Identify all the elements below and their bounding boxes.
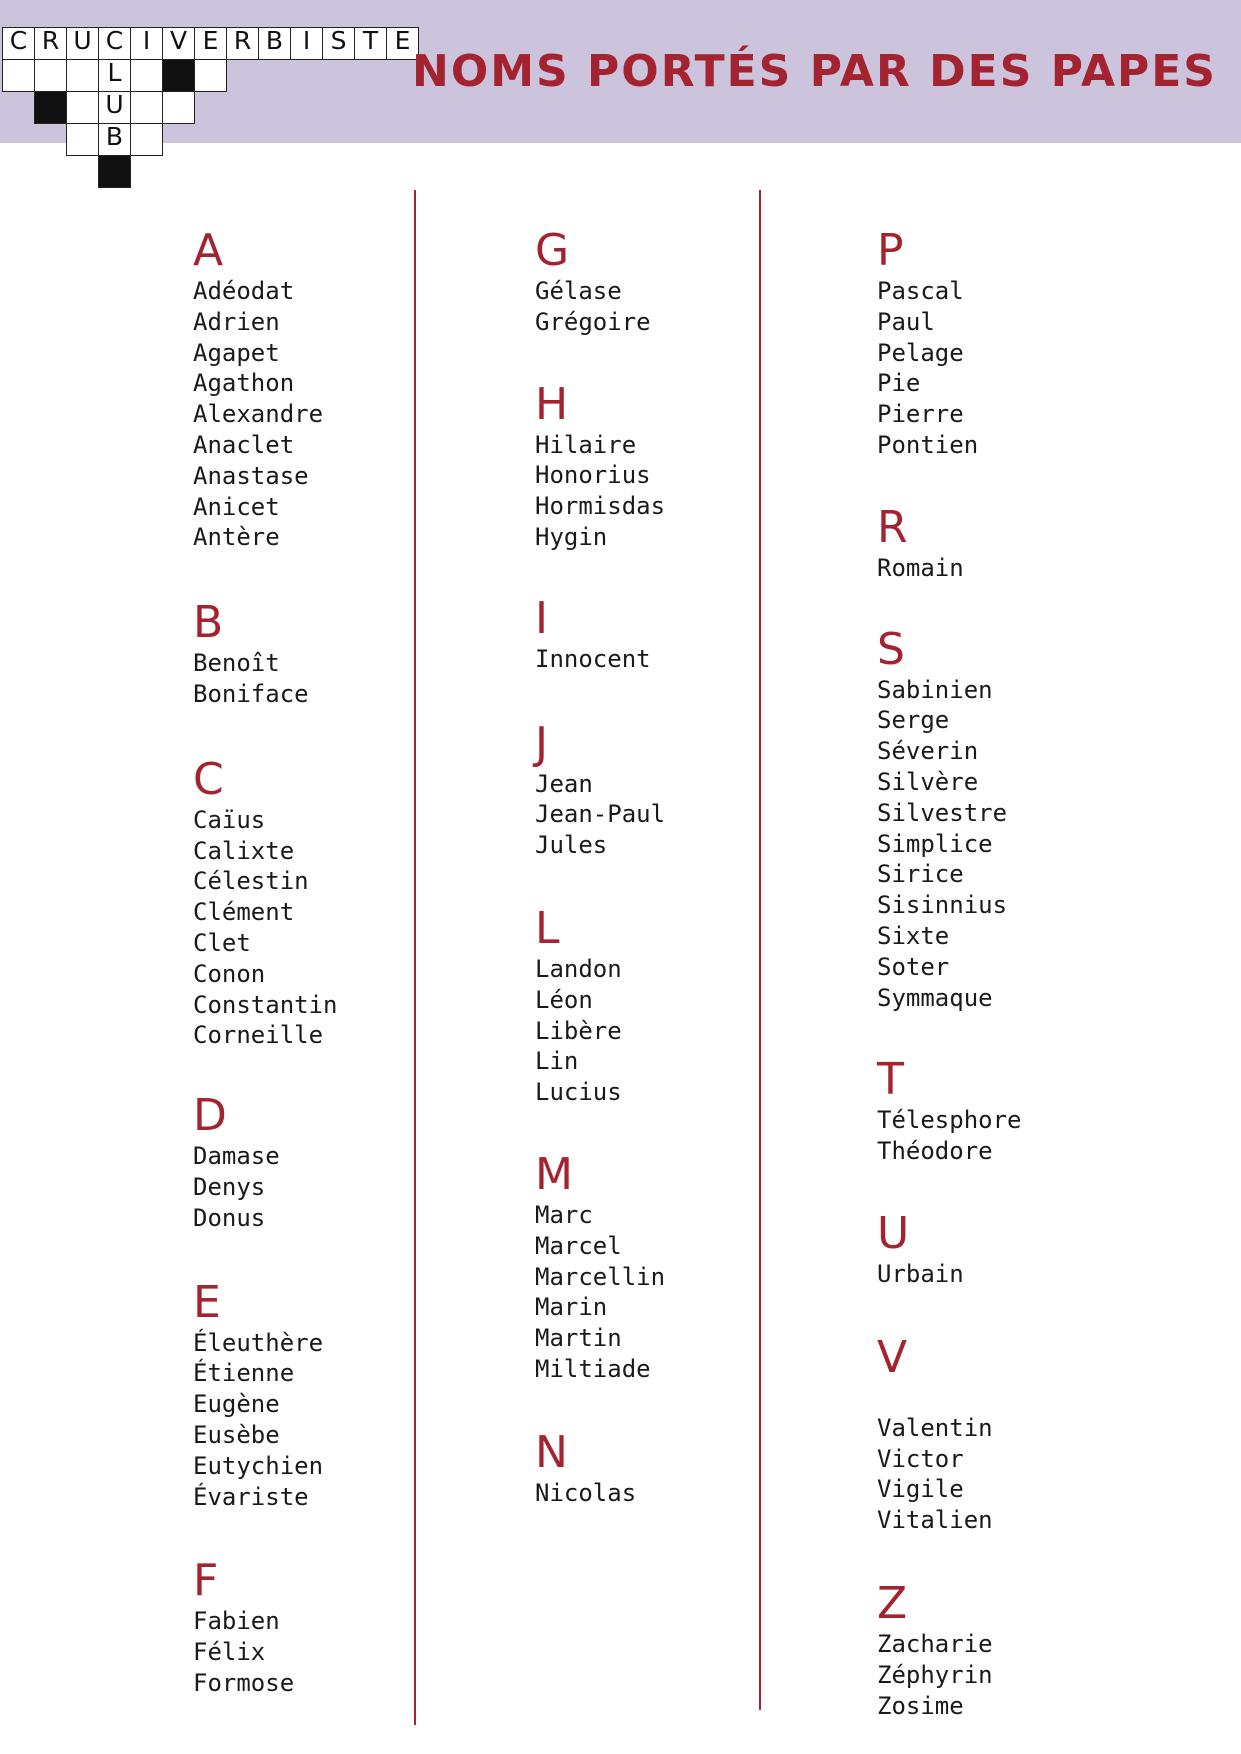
section-i [535, 594, 665, 675]
pope-name: Clet [193, 928, 251, 957]
logo-letter-cell: C [2, 27, 35, 60]
section-letter: C [193, 753, 224, 805]
logo-letter-cell: T [354, 27, 387, 60]
pope-name: Constantin [193, 990, 338, 1019]
section-g [535, 226, 665, 338]
pope-name: Célestin [193, 867, 309, 896]
section-c [193, 755, 338, 1051]
section-letter: M [535, 1148, 573, 1200]
logo-cell [2, 59, 35, 92]
pope-name: Miltiade [535, 1354, 651, 1383]
names-list [535, 644, 665, 675]
names-list [535, 954, 665, 1108]
section-letter: L [535, 902, 560, 954]
names-list [877, 1105, 1022, 1167]
pope-name: Anastase [193, 461, 309, 490]
names-list [193, 1606, 338, 1698]
pope-name: Honorius [535, 461, 651, 490]
section-letter: U [877, 1207, 910, 1259]
pope-name: Serge [877, 706, 950, 735]
logo-letter-cell: R [226, 27, 259, 60]
pope-name: Donus [193, 1203, 266, 1232]
pope-name: Conon [193, 959, 266, 988]
pope-name: Marin [535, 1293, 608, 1322]
pope-name: Fabien [193, 1607, 280, 1636]
section-letter: H [535, 378, 569, 430]
pope-name: Zéphyrin [877, 1660, 993, 1689]
names-list [535, 1478, 665, 1509]
section-s [877, 625, 1022, 1014]
names-list [535, 769, 665, 861]
pope-name: Valentin [877, 1413, 993, 1442]
names-list [193, 1328, 338, 1513]
pope-name: Jean-Paul [535, 800, 666, 829]
page-title: NOMS PORTÉS PAR DES PAPES [412, 46, 1217, 97]
pope-name: Victor [877, 1444, 964, 1473]
pope-name: Martin [535, 1324, 622, 1353]
section-a [193, 226, 338, 553]
section-letter: B [193, 597, 224, 649]
section-r [877, 503, 1022, 584]
logo-letter-cell: L [98, 59, 131, 92]
logo-cell [130, 123, 163, 156]
pope-name: Landon [535, 954, 622, 983]
logo-cell [194, 59, 227, 92]
logo-cell [162, 91, 195, 124]
pope-name: Boniface [193, 679, 309, 708]
logo-letter-cell: I [130, 27, 163, 60]
names-column [877, 226, 1022, 1721]
pope-name: Marcellin [535, 1262, 666, 1291]
logo-cell [66, 59, 99, 92]
logo-letter-cell: C [98, 27, 131, 60]
pope-name: Zacharie [877, 1629, 993, 1658]
pope-name: Innocent [535, 644, 651, 673]
names-list [535, 276, 665, 338]
section-letter: E [193, 1276, 221, 1328]
column-divider [759, 190, 761, 1710]
pope-name: Jules [535, 831, 608, 860]
pope-name: Adéodat [193, 277, 295, 305]
names-column [535, 226, 665, 1509]
names-list [535, 430, 665, 553]
names-list [877, 1629, 1022, 1721]
names-list [877, 276, 1022, 461]
pope-name: Lucius [535, 1078, 622, 1107]
pope-name: Denys [193, 1172, 266, 1201]
pope-name: Hygin [535, 522, 608, 551]
section-p [877, 226, 1022, 461]
section-m [535, 1150, 665, 1385]
logo-black-cell [162, 59, 195, 92]
pope-name: Gélase [535, 277, 622, 305]
names-list [193, 648, 338, 710]
pope-name: Nicolas [535, 1478, 637, 1507]
logo-cell [34, 59, 67, 92]
pope-name: Sirice [877, 860, 964, 889]
pope-name: Jean [535, 769, 593, 798]
names-list [877, 1259, 1022, 1290]
pope-name: Lin [535, 1047, 579, 1076]
pope-name: Sisinnius [877, 891, 1008, 920]
pope-name: Eutychien [193, 1451, 324, 1480]
section-n [535, 1428, 665, 1509]
pope-name: Agapet [193, 338, 280, 367]
pope-name: Eusèbe [193, 1420, 280, 1449]
section-j [535, 719, 665, 861]
pope-name: Simplice [877, 829, 993, 858]
pope-name: Sixte [877, 921, 950, 950]
pope-name: Anicet [193, 492, 280, 521]
pope-name: Antère [193, 523, 280, 552]
pope-name: Pelage [877, 338, 964, 367]
pope-name: Pascal [877, 277, 964, 305]
section-l [535, 904, 665, 1108]
logo-letter-cell: B [258, 27, 291, 60]
logo-cell [66, 123, 99, 156]
pope-name: Clément [193, 898, 295, 927]
pope-name: Grégoire [535, 307, 651, 336]
pope-name: Agathon [193, 369, 295, 398]
pope-name: Soter [877, 952, 950, 981]
section-u [877, 1209, 1022, 1290]
pope-name: Vigile [877, 1475, 964, 1504]
section-letter: N [535, 1426, 568, 1478]
section-letter: A [193, 225, 224, 276]
section-letter: V [877, 1331, 908, 1383]
section-f [193, 1556, 338, 1698]
logo-letter-cell: E [386, 27, 419, 60]
section-d [193, 1091, 338, 1233]
pope-name: Romain [877, 553, 964, 582]
section-letter: J [535, 717, 548, 769]
pope-name: Hormisdas [535, 492, 666, 521]
section-letter: I [535, 592, 548, 644]
section-letter: Z [877, 1577, 908, 1629]
pope-name: Silvestre [877, 798, 1008, 827]
pope-name: Hilaire [535, 430, 637, 459]
pope-name: Urbain [877, 1259, 964, 1288]
pope-name: Calixte [193, 836, 295, 865]
pope-name: Étienne [193, 1359, 295, 1388]
names-list [535, 1200, 665, 1385]
pope-name: Pierre [877, 400, 964, 429]
logo-black-cell [98, 155, 131, 188]
pope-name: Damase [193, 1142, 280, 1171]
section-z [877, 1579, 1022, 1721]
section-v [877, 1333, 1022, 1536]
section-letter: D [193, 1090, 227, 1142]
column-divider [414, 190, 416, 1725]
pope-name: Eugène [193, 1390, 280, 1419]
logo-black-cell [34, 91, 67, 124]
pope-name: Libère [535, 1016, 622, 1045]
pope-name: Léon [535, 985, 593, 1014]
section-letter: T [877, 1054, 904, 1106]
section-t [877, 1055, 1022, 1167]
pope-name: Zosime [877, 1691, 964, 1720]
logo-cell [66, 91, 99, 124]
logo-letter-cell: V [162, 27, 195, 60]
logo-cell [130, 91, 163, 124]
pope-name: Anaclet [193, 430, 295, 459]
pope-name: Formose [193, 1668, 295, 1697]
section-letter: P [877, 225, 904, 276]
names-list [193, 805, 338, 1051]
pope-name: Félix [193, 1638, 266, 1667]
pope-name: Évariste [193, 1482, 309, 1511]
section-letter: G [535, 225, 570, 276]
names-list [193, 276, 338, 553]
names-list [877, 675, 1022, 1014]
section-letter: F [193, 1555, 219, 1607]
logo-letter-cell: U [98, 91, 131, 124]
pope-name: Marc [535, 1200, 593, 1229]
logo-cell [130, 59, 163, 92]
names-list [193, 1141, 338, 1233]
section-letter: R [877, 501, 908, 553]
pope-name: Symmaque [877, 983, 993, 1012]
section-b [193, 598, 338, 710]
pope-name: Marcel [535, 1231, 622, 1260]
names-list [877, 1413, 1022, 1536]
pope-name: Éleuthère [193, 1328, 324, 1357]
section-letter: S [877, 623, 905, 675]
pope-name: Pontien [877, 430, 979, 459]
names-list [877, 553, 1022, 584]
pope-name: Silvère [877, 767, 979, 796]
pope-name: Sabinien [877, 675, 993, 704]
pope-name: Paul [877, 307, 935, 336]
pope-name: Théodore [877, 1137, 993, 1166]
logo-letter-cell: S [322, 27, 355, 60]
section-h [535, 380, 665, 553]
names-column [193, 226, 338, 1699]
logo-letter-cell: E [194, 27, 227, 60]
pope-name: Alexandre [193, 400, 324, 429]
logo-letter-cell: R [34, 27, 67, 60]
pope-name: Adrien [193, 307, 280, 336]
pope-name: Benoît [193, 649, 280, 678]
pope-name: Séverin [877, 737, 979, 766]
pope-name: Télesphore [877, 1106, 1022, 1135]
logo-letter-cell: U [66, 27, 99, 60]
pope-name: Caïus [193, 805, 266, 834]
logo-letter-cell: I [290, 27, 323, 60]
section-e [193, 1278, 338, 1513]
pope-name: Vitalien [877, 1506, 993, 1535]
pope-name: Corneille [193, 1021, 324, 1050]
pope-name: Pie [877, 369, 921, 398]
logo-letter-cell: B [98, 123, 131, 156]
